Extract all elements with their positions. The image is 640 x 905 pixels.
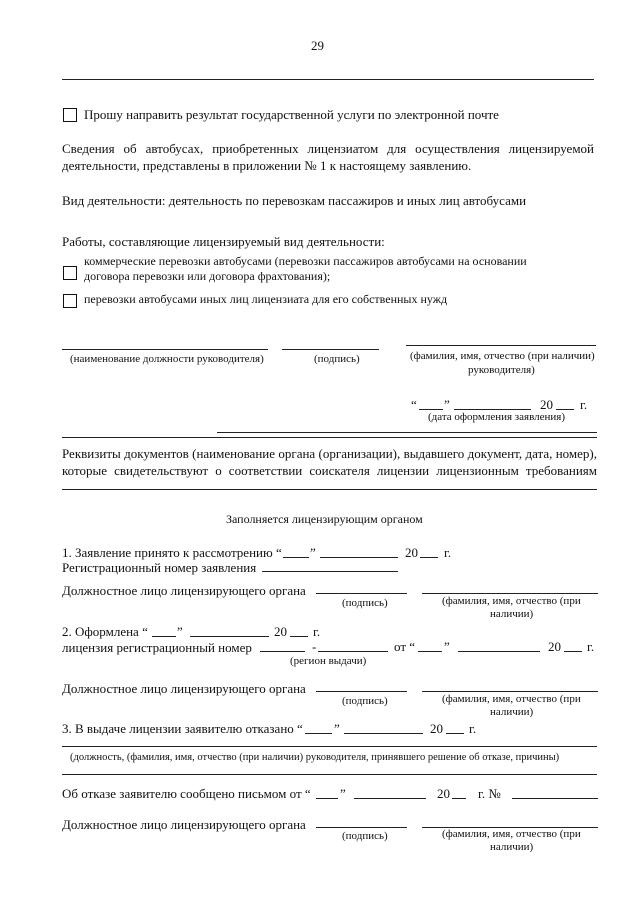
date-year-field[interactable] bbox=[556, 409, 574, 410]
top-divider bbox=[62, 79, 594, 80]
official1-name-caption-line1: (фамилия, имя, отчество (при bbox=[442, 595, 581, 607]
own-needs-transport-label: перевозки автобусами иных лиц лицензиата для его собственных нужд bbox=[84, 292, 448, 306]
item2-quote-close: ” bbox=[177, 624, 183, 639]
item3-month-field[interactable] bbox=[344, 733, 423, 734]
from-year-prefix: 20 bbox=[548, 639, 561, 654]
refusal-caption: (должность, (фамилия, имя, отчество (при наличии) руководителя, принявшего решение об отказе, причины) bbox=[70, 752, 560, 763]
item1-day-field[interactable] bbox=[283, 557, 309, 558]
reg-number-field[interactable] bbox=[262, 571, 398, 572]
reg-number-label: Регистрационный номер заявления bbox=[62, 560, 257, 575]
official1-name-caption-line2: наличии) bbox=[490, 608, 534, 620]
item3-year-field[interactable] bbox=[446, 733, 464, 734]
official1-label: Должностное лицо лицензирующего органа bbox=[62, 583, 306, 598]
commercial-transport-line1: коммерческие перевозки автобусами (перевозки пассажиров автобусами на основании bbox=[84, 254, 527, 268]
official2-name-field[interactable] bbox=[422, 691, 598, 692]
item2-year-suffix: г. bbox=[313, 624, 321, 639]
notified-number-label: г. № bbox=[478, 786, 501, 801]
from-day-field[interactable] bbox=[418, 651, 442, 652]
item2-issued: 2. Оформлена “ bbox=[62, 624, 148, 639]
notified-year-prefix: 20 bbox=[437, 786, 450, 801]
item2-month-field[interactable] bbox=[190, 636, 269, 637]
from-quote-close: ” bbox=[444, 639, 450, 654]
notified-day-field[interactable] bbox=[316, 798, 338, 799]
notified-label: Об отказе заявителю сообщено письмом от “ bbox=[62, 786, 311, 801]
official2-signature-field[interactable] bbox=[316, 691, 407, 692]
position-line bbox=[62, 349, 268, 350]
item1-quote-close: ” bbox=[310, 545, 316, 560]
official3-signature-caption: (подпись) bbox=[342, 830, 388, 842]
official3-signature-field[interactable] bbox=[316, 827, 407, 828]
official3-label: Должностное лицо лицензирующего органа bbox=[62, 817, 306, 832]
notified-number-field[interactable] bbox=[512, 798, 598, 799]
item2-year-field[interactable] bbox=[290, 636, 308, 637]
commercial-transport-line2: договора перевозки или договора фрахтования); bbox=[84, 269, 331, 283]
refusal-divider bbox=[62, 774, 597, 775]
date-year-prefix: 20 bbox=[540, 397, 553, 412]
date-caption: (дата оформления заявления) bbox=[428, 411, 566, 423]
buses-info-line1: Сведения об автобусах, приобретенных лицензиатом для осуществления лицензируемой bbox=[62, 141, 594, 156]
official2-label: Должностное лицо лицензирующего органа bbox=[62, 681, 306, 696]
item1-accepted: 1. Заявление принято к рассмотрению “ bbox=[62, 545, 282, 560]
requisites-line1: Реквизиты документов (наименование органа (организации), выдавшего документ, дата, номер), bbox=[62, 446, 597, 461]
from-month-field[interactable] bbox=[458, 651, 540, 652]
notified-month-field[interactable] bbox=[354, 798, 426, 799]
official2-name-caption-line1: (фамилия, имя, отчество (при bbox=[442, 693, 581, 705]
activity-type: Вид деятельности: деятельность по перевозкам пассажиров и иных лиц автобусами bbox=[62, 193, 527, 208]
license-reg-label: лицензия регистрационный номер bbox=[62, 640, 252, 655]
item1-month-field[interactable] bbox=[320, 557, 398, 558]
item1-year-field[interactable] bbox=[420, 557, 438, 558]
name-caption-line1: (фамилия, имя, отчество (при наличии) bbox=[410, 350, 595, 362]
date-quote-open: “ bbox=[411, 397, 417, 412]
commercial-transport-checkbox[interactable] bbox=[63, 266, 77, 280]
date-quote-close: ” bbox=[444, 397, 450, 412]
official2-name-caption-line2: наличии) bbox=[490, 706, 534, 718]
license-reg-field-1[interactable] bbox=[260, 651, 305, 652]
date-day-field[interactable] bbox=[419, 409, 443, 410]
divider-2 bbox=[62, 437, 597, 438]
item3-year-suffix: г. bbox=[469, 721, 477, 736]
notified-quote-close: ” bbox=[340, 786, 346, 801]
from-label: от “ bbox=[394, 639, 416, 654]
item3-refused: 3. В выдаче лицензии заявителю отказано “ bbox=[62, 721, 303, 736]
official1-name-field[interactable] bbox=[422, 593, 598, 594]
item2-day-field[interactable] bbox=[152, 636, 176, 637]
item1-year-prefix: 20 bbox=[405, 545, 418, 560]
own-needs-transport-checkbox[interactable] bbox=[63, 294, 77, 308]
license-reg-dash: - bbox=[312, 639, 317, 654]
signature-caption: (подпись) bbox=[314, 353, 360, 365]
name-line bbox=[406, 345, 596, 346]
electronic-delivery-label: Прошу направить результат государственной услуги по электронной почте bbox=[84, 107, 499, 122]
page-number: 29 bbox=[311, 38, 324, 53]
works-heading: Работы, составляющие лицензируемый вид деятельности: bbox=[62, 234, 385, 249]
official1-signature-caption: (подпись) bbox=[342, 597, 388, 609]
name-caption-line2: руководителя) bbox=[468, 364, 535, 376]
official3-name-caption-line1: (фамилия, имя, отчество (при bbox=[442, 828, 581, 840]
refusal-field[interactable] bbox=[62, 746, 597, 747]
from-year-suffix: г. bbox=[587, 639, 595, 654]
official1-signature-field[interactable] bbox=[316, 593, 407, 594]
item3-quote-close: ” bbox=[334, 721, 340, 736]
item3-year-prefix: 20 bbox=[430, 721, 443, 736]
license-reg-field-2[interactable] bbox=[318, 651, 388, 652]
signature-line bbox=[282, 349, 379, 350]
region-caption: (регион выдачи) bbox=[290, 655, 367, 667]
authority-section-title: Заполняется лицензирующим органом bbox=[226, 512, 423, 526]
date-year-suffix: г. bbox=[580, 397, 588, 412]
from-year-field[interactable] bbox=[564, 651, 582, 652]
buses-info-line2: деятельности, представлены в приложении № 1 к настоящему заявлению. bbox=[62, 158, 472, 173]
official3-name-caption-line2: наличии) bbox=[490, 841, 534, 853]
item1-year-suffix: г. bbox=[444, 545, 452, 560]
requisites-field[interactable] bbox=[62, 489, 597, 490]
item3-day-field[interactable] bbox=[305, 733, 332, 734]
item2-year-prefix: 20 bbox=[274, 624, 287, 639]
divider-1 bbox=[217, 432, 597, 433]
electronic-delivery-checkbox[interactable] bbox=[63, 108, 77, 122]
position-caption: (наименование должности руководителя) bbox=[70, 353, 264, 365]
date-month-field[interactable] bbox=[454, 409, 531, 410]
official2-signature-caption: (подпись) bbox=[342, 695, 388, 707]
notified-year-field[interactable] bbox=[452, 798, 466, 799]
requisites-line2: которые свидетельствуют о соответствии соискателя лицензии лицензионным требованиям bbox=[62, 463, 597, 478]
